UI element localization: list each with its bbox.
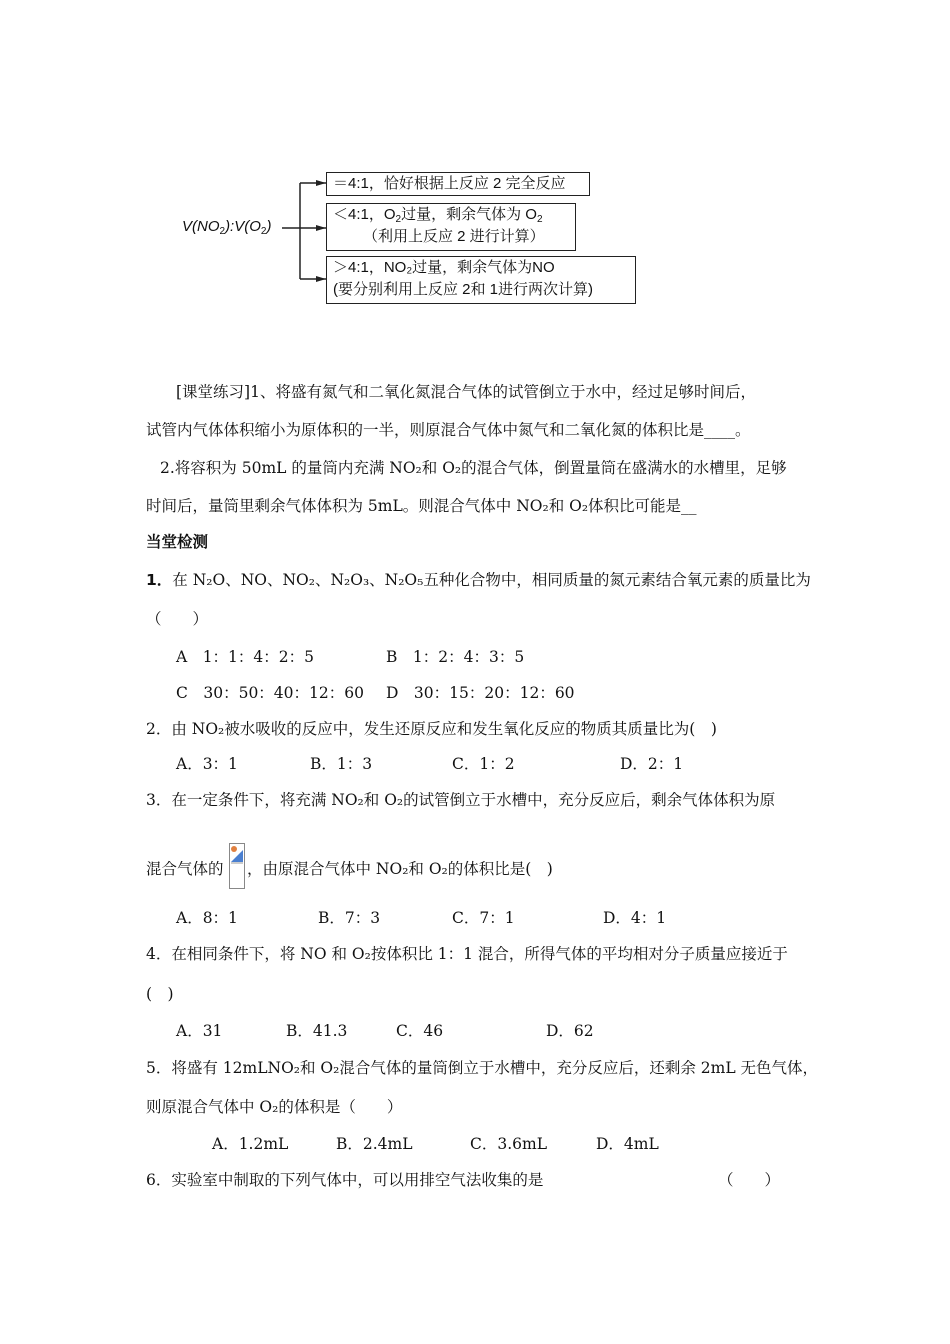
case-greater-line1: ＞4:1，NO₂过量，剩余气体为NO	[333, 259, 555, 276]
practice-q2-line1: 2.将容积为 50mL 的量筒内充满 NO₂和 O₂的混合气体，倒置量筒在盛满水的水槽里，足够	[160, 459, 787, 477]
q1-option-b: B 1：2：4：3：5	[386, 648, 525, 666]
question-6: 6．实验室中制取的下列气体中，可以用排空气法收集的是	[146, 1171, 544, 1189]
question-3-line2a: 混合气体的	[146, 860, 224, 878]
question-3-line2b: ，由原混合气体中 NO₂和 O₂的体积比是( )	[247, 860, 553, 878]
q3-option-b: B．7：3	[318, 909, 381, 927]
case-greater-line2: (要分别利用上反应 2和 1进行两次计算)	[333, 281, 594, 298]
q2-option-b: B．1：3	[310, 755, 373, 773]
q4-option-d: D．62	[546, 1022, 594, 1040]
practice-q1-line1: [课堂练习]1、将盛有氮气和二氧化氮混合气体的试管倒立于水中，经过足够时间后，	[176, 383, 756, 401]
q5-option-d: D．4mL	[596, 1135, 659, 1153]
question-5-line1: 5．将盛有 12mLNO₂和 O₂混合气体的量筒倒立于水槽中，充分反应后，还剩余 2mL 无色气体，	[146, 1059, 819, 1077]
case-less-box	[326, 203, 576, 251]
q1-option-a: A 1：1：4：2：5	[176, 648, 315, 666]
question-2: 2．由 NO₂被水吸收的反应中，发生还原反应和发生氧化反应的物质其质量比为( )	[146, 720, 717, 738]
q5-option-b: B．2.4mL	[336, 1135, 413, 1153]
question-6-paren: （ ）	[718, 1171, 781, 1189]
case-greater-box	[326, 256, 636, 304]
question-3-line1: 3．在一定条件下，将充满 NO₂和 O₂的试管倒立于水槽中，充分反应后，剩余气体体积为原	[146, 791, 776, 809]
q4-option-b: B．41.3	[286, 1022, 348, 1040]
q5-option-a: A．1.2mL	[212, 1135, 289, 1153]
q2-option-d: D．2：1	[620, 755, 684, 773]
q3-option-a: A．8：1	[176, 909, 238, 927]
case-equal-text: ＝4:1，恰好根据上反应 2 完全反应	[333, 175, 566, 192]
question-4-line1: 4．在相同条件下，将 NO 和 O₂按体积比 1：1 混合，所得气体的平均相对分子质量应接近于	[146, 945, 788, 963]
section-title: 当堂检测	[146, 533, 209, 551]
q4-option-a: A．31	[176, 1022, 223, 1040]
case-equal-box	[326, 172, 590, 196]
practice-q2-line2: 时间后，量筒里剩余气体体积为 5mL。则混合气体中 NO₂和 O₂体积比可能是__	[146, 497, 697, 515]
q1-option-d: D 30：15：20：12：60	[386, 684, 575, 702]
practice-q1-line2: 试管内气体体积缩小为原体积的一半，则原混合气体中氮气和二氧化氮的体积比是____。	[146, 421, 751, 439]
question-1: 1．在 N₂O、NO、NO₂、N₂O₃、N₂O₅五种化合物中，相同质量的氮元素结合氧元素的质量比为	[146, 571, 811, 589]
question-4-paren: ( )	[146, 985, 174, 1003]
q2-option-a: A．3：1	[176, 755, 238, 773]
q3-option-c: C．7：1	[452, 909, 515, 927]
ratio-label: $V(NO_2):V(O_2)$	[182, 218, 272, 237]
q1-option-c: C 30：50：40：12：60	[176, 684, 364, 702]
q2-option-c: C．1：2	[452, 755, 515, 773]
case-less-line1: ＜4:1，$O_2$过量，剩余气体为 $O_2$	[333, 206, 543, 225]
question-5-line2: 则原混合气体中 O₂的体积是（ ）	[146, 1098, 403, 1116]
q3-option-d: D．4：1	[603, 909, 667, 927]
case-less-line2: （利用上反应 2 进行计算）	[363, 228, 545, 245]
fraction-image-icon	[229, 843, 245, 889]
question-1-paren: （ ）	[146, 610, 209, 628]
q4-option-c: C．46	[396, 1022, 444, 1040]
q5-option-c: C．3.6mL	[470, 1135, 548, 1153]
